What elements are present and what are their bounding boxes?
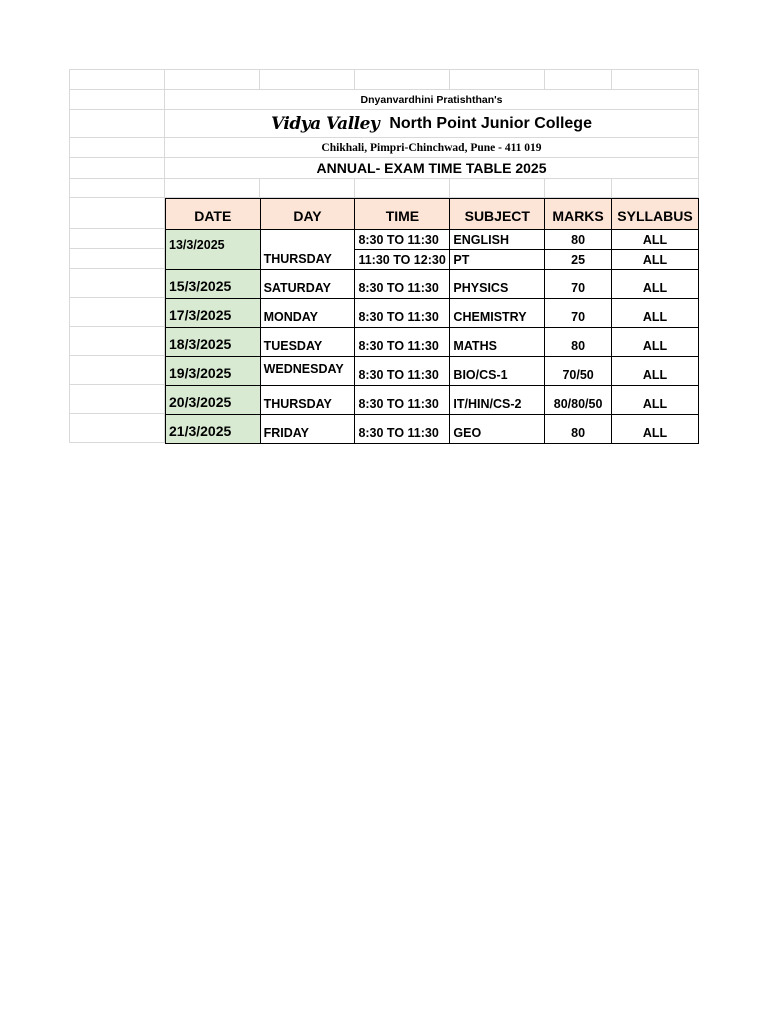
day-cell: WEDNESDAY (260, 357, 355, 386)
day-cell: MONDAY (260, 299, 355, 328)
subject-cell: GEO (450, 415, 545, 444)
day-cell: FRIDAY (260, 415, 355, 444)
college-script-name: Vidya Valley (271, 113, 380, 134)
time-cell: 11:30 TO 12:30 (355, 250, 450, 270)
empty-cell (355, 69, 450, 90)
empty-cell (612, 69, 699, 90)
empty-cell (545, 69, 612, 90)
subject-cell: PHYSICS (450, 270, 545, 299)
column-header-subject: SUBJECT (450, 199, 545, 230)
column-header-marks: MARKS (545, 199, 612, 230)
column-header-time: TIME (355, 199, 450, 230)
syllabus-cell: ALL (612, 230, 699, 250)
syllabus-cell: ALL (612, 250, 699, 270)
subject-cell: MATHS (450, 328, 545, 357)
table-row (166, 357, 699, 386)
org-row (69, 90, 699, 110)
time-cell: 8:30 TO 11:30 (355, 357, 450, 386)
empty-cell (260, 179, 355, 198)
timetable (165, 198, 699, 444)
empty-cell (69, 327, 165, 356)
empty-cell (545, 179, 612, 198)
empty-cell (69, 138, 165, 158)
address-row (69, 138, 699, 158)
time-cell: 8:30 TO 11:30 (355, 386, 450, 415)
syllabus-cell: ALL (612, 415, 699, 444)
time-cell: 8:30 TO 11:30 (355, 415, 450, 444)
marks-cell: 70 (545, 299, 612, 328)
date-cell: 20/3/2025 (166, 386, 261, 415)
syllabus-cell: ALL (612, 386, 699, 415)
date-cell: 17/3/2025 (166, 299, 261, 328)
empty-cell (69, 198, 165, 229)
time-cell: 8:30 TO 11:30 (355, 328, 450, 357)
time-cell: 8:30 TO 11:30 (355, 299, 450, 328)
empty-cell (69, 356, 165, 385)
empty-cell (69, 269, 165, 298)
subject-cell: ENGLISH (450, 230, 545, 250)
subject-cell: CHEMISTRY (450, 299, 545, 328)
marks-cell: 80 (545, 415, 612, 444)
empty-cell (165, 179, 260, 198)
empty-cell (450, 179, 545, 198)
date-cell: 18/3/2025 (166, 328, 261, 357)
table-row (166, 328, 699, 357)
empty-cell (450, 69, 545, 90)
empty-cell (69, 90, 165, 110)
day-cell: TUESDAY (260, 328, 355, 357)
empty-cell (69, 179, 165, 198)
time-cell: 8:30 TO 11:30 (355, 270, 450, 299)
empty-cell (165, 69, 260, 90)
syllabus-cell: ALL (612, 328, 699, 357)
column-header-day: DAY (260, 199, 355, 230)
spacer-row (69, 179, 699, 198)
college-address: Chikhali, Pimpri-Chinchwad, Pune - 411 019 (165, 138, 699, 158)
date-cell: 13/3/2025 (166, 230, 261, 270)
date-cell: 19/3/2025 (166, 357, 261, 386)
empty-cell (69, 298, 165, 327)
subject-cell: IT/HIN/CS-2 (450, 386, 545, 415)
marks-cell: 70 (545, 270, 612, 299)
empty-cell (69, 110, 165, 138)
org-name: Dnyanvardhini Pratishthan's (165, 90, 699, 110)
marks-cell: 70/50 (545, 357, 612, 386)
empty-cell (69, 385, 165, 414)
table-header-row (166, 199, 699, 230)
marks-cell: 25 (545, 250, 612, 270)
empty-cell (69, 414, 165, 443)
day-cell: THURSDAY (260, 230, 355, 270)
table-row (166, 230, 699, 250)
date-cell: 21/3/2025 (166, 415, 261, 444)
syllabus-cell: ALL (612, 270, 699, 299)
day-cell: SATURDAY (260, 270, 355, 299)
column-header-date: DATE (166, 199, 261, 230)
empty-cell (69, 69, 165, 90)
marks-cell: 80 (545, 230, 612, 250)
marks-cell: 80 (545, 328, 612, 357)
empty-cell (612, 179, 699, 198)
subject-cell: PT (450, 250, 545, 270)
empty-row (69, 69, 699, 90)
timetable-title: ANNUAL- EXAM TIME TABLE 2025 (165, 158, 699, 179)
subject-cell: BIO/CS-1 (450, 357, 545, 386)
college-row (69, 110, 699, 138)
empty-cell (260, 69, 355, 90)
syllabus-cell: ALL (612, 357, 699, 386)
column-header-syllabus: SYLLABUS (612, 199, 699, 230)
empty-cell (69, 158, 165, 179)
time-cell: 8:30 TO 11:30 (355, 230, 450, 250)
syllabus-cell: ALL (612, 299, 699, 328)
title-row (69, 158, 699, 179)
date-cell: 15/3/2025 (166, 270, 261, 299)
college-title (165, 110, 699, 138)
day-cell: THURSDAY (260, 386, 355, 415)
table-row (166, 386, 699, 415)
college-name: North Point Junior College (389, 114, 592, 132)
table-row (166, 270, 699, 299)
empty-cell (69, 249, 165, 269)
empty-cell (355, 179, 450, 198)
marks-cell: 80/80/50 (545, 386, 612, 415)
empty-cell (69, 229, 165, 249)
table-row (166, 415, 699, 444)
table-row (166, 299, 699, 328)
